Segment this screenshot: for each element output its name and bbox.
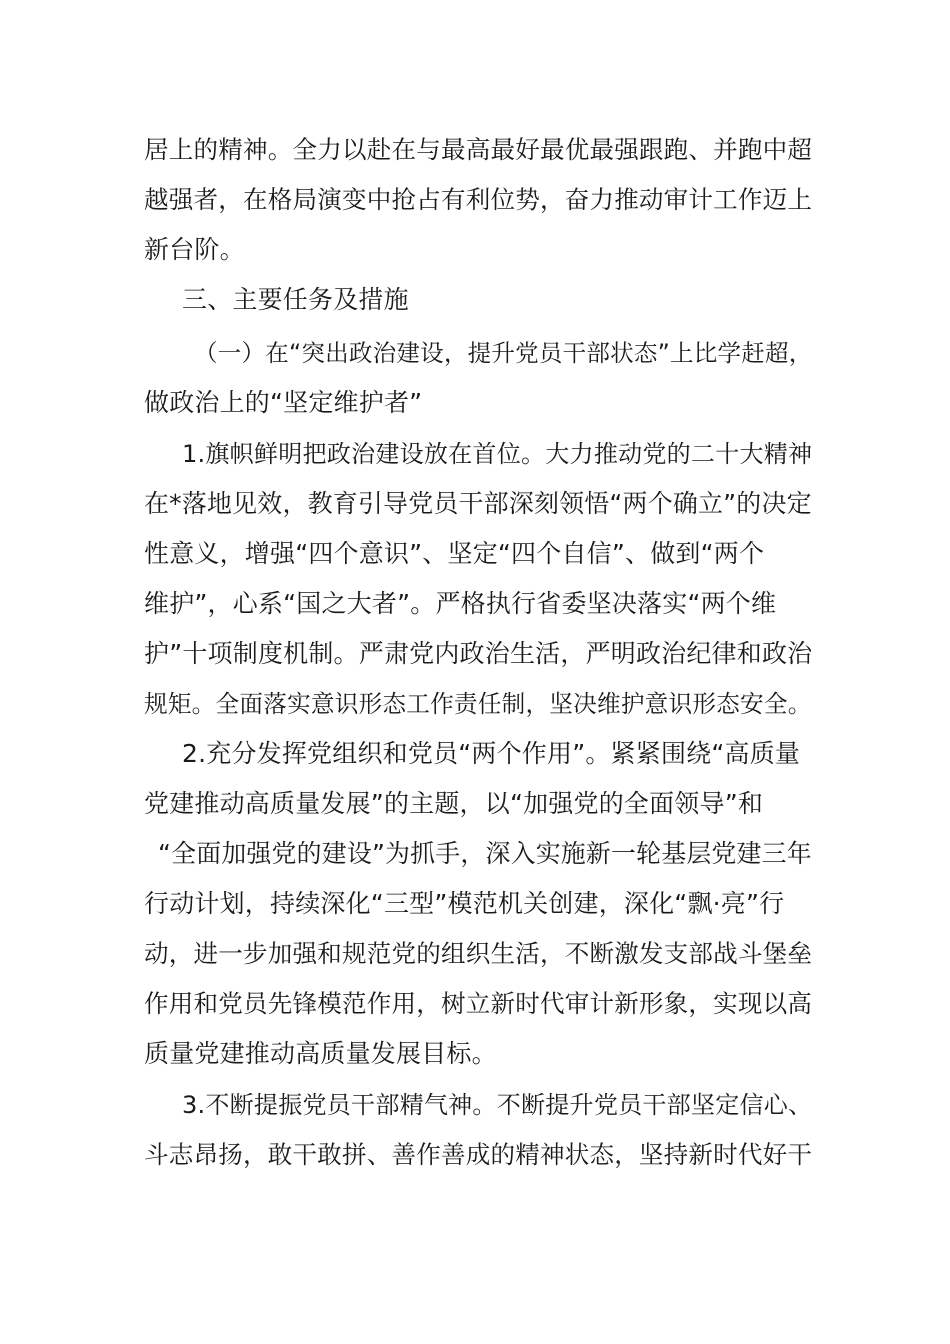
body-text-line: 斗志昂扬，敢干敢拼、善作善成的精神状态，坚持新时代好干 bbox=[144, 1140, 813, 1169]
body-text-line: “全面加强党的建设”为抓手，深入实施新一轮基层党建三年 bbox=[158, 839, 812, 868]
body-text-line: 动，进一步加强和规范党的组织生活，不断激发支部战斗堡垒 bbox=[144, 939, 813, 968]
body-text-line: 在*落地见效，教育引导党员干部深刻领悟“两个确立”的决定 bbox=[144, 489, 812, 518]
body-text-line: 越强者，在格局演变中抢占有利位势，奋力推动审计工作迈上 bbox=[144, 185, 813, 214]
body-text-line: 性意义，增强“四个意识”、坚定“四个自信”、做到“两个 bbox=[144, 539, 765, 568]
subsection-heading-continued: 做政治上的“坚定维护者” bbox=[144, 388, 423, 417]
body-text-line: 作用和党员先锋模范作用，树立新时代审计新形象，实现以高 bbox=[144, 989, 813, 1018]
body-text-line: 3.不断提振党员干部精气神。不断提升党员干部坚定信心、 bbox=[182, 1091, 813, 1119]
body-text-line: 质量党建推动高质量发展目标。 bbox=[144, 1039, 497, 1068]
body-text-line: 2.充分发挥党组织和党员“两个作用”。紧紧围绕“高质量 bbox=[182, 739, 801, 768]
body-text-line: 新台阶。 bbox=[144, 235, 245, 264]
body-text-line: 党建推动高质量发展”的主题，以“加强党的全面领导”和 bbox=[144, 789, 764, 818]
body-text-line: 维护”，心系“国之大者”。严格执行省委坚决落实“两个维 bbox=[144, 589, 777, 618]
body-text-line: 行动计划，持续深化“三型”模范机关创建，深化“飘·亮”行 bbox=[144, 889, 785, 918]
body-text-line: 1.旗帜鲜明把政治建设放在首位。大力推动党的二十大精神 bbox=[182, 440, 813, 468]
body-text-line: 居上的精神。全力以赴在与最高最好最优最强跟跑、并跑中超 bbox=[144, 135, 813, 164]
section-heading: 三、主要任务及措施 bbox=[182, 285, 409, 314]
body-text-line: 规矩。全面落实意识形态工作责任制，坚决维护意识形态安全。 bbox=[144, 690, 812, 718]
subsection-heading: （一）在“突出政治建设，提升党员干部状态”上比学赶超， bbox=[194, 339, 813, 367]
body-text-line: 护”十项制度机制。严肃党内政治生活，严明政治纪律和政治 bbox=[144, 639, 813, 668]
